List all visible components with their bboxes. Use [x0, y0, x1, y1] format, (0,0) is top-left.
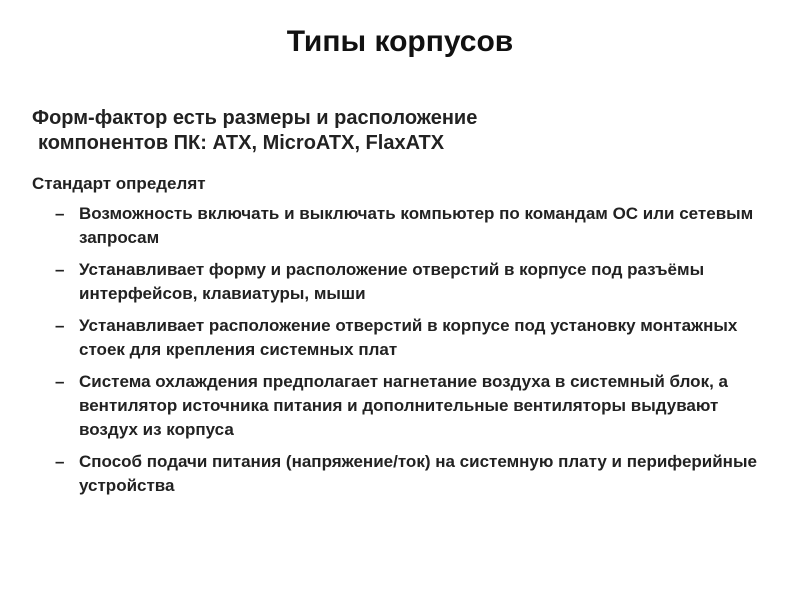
- list-item: [55, 258, 775, 306]
- list-item-text: Устанавливает расположение отверстий в корпусе под установку монтажных стоек для крепления системных плат: [79, 316, 738, 359]
- list-item-text: Возможность включать и выключать компьютер по командам ОС или сетевым запросам: [79, 204, 754, 247]
- slide-title: Типы корпусов: [286, 25, 514, 58]
- dash-marker: –: [55, 260, 65, 279]
- dash-marker: –: [55, 452, 65, 471]
- section-heading: Стандарт определят: [32, 174, 206, 193]
- list-item-text: Система охлаждения предполагает нагнетание воздуха в системный блок, а вентилятор источника питания и дополнительные вентиляторы выдувают воздух из корпуса: [79, 372, 728, 439]
- list-item: [55, 202, 775, 250]
- list-item-text: Устанавливает форму и расположение отверстий в корпусе под разъёмы интерфейсов, клавиатуры, мыши: [79, 260, 705, 303]
- bullet-list: [55, 202, 775, 506]
- dash-marker: –: [55, 372, 65, 391]
- dash-marker: –: [55, 204, 65, 223]
- list-item-text: Способ подачи питания (напряжение/ток) на системную плату и периферийные устройства: [79, 452, 757, 495]
- lead-paragraph: [32, 106, 772, 156]
- dash-marker: –: [55, 316, 65, 335]
- list-item: [55, 370, 775, 442]
- list-item: [55, 450, 775, 498]
- list-item: [55, 314, 775, 362]
- lead-line-2: компонентов ПК: АТХ, MicroATX, FlaxATX: [38, 132, 445, 154]
- lead-line-1: Форм-фактор есть размеры и расположение: [32, 107, 478, 129]
